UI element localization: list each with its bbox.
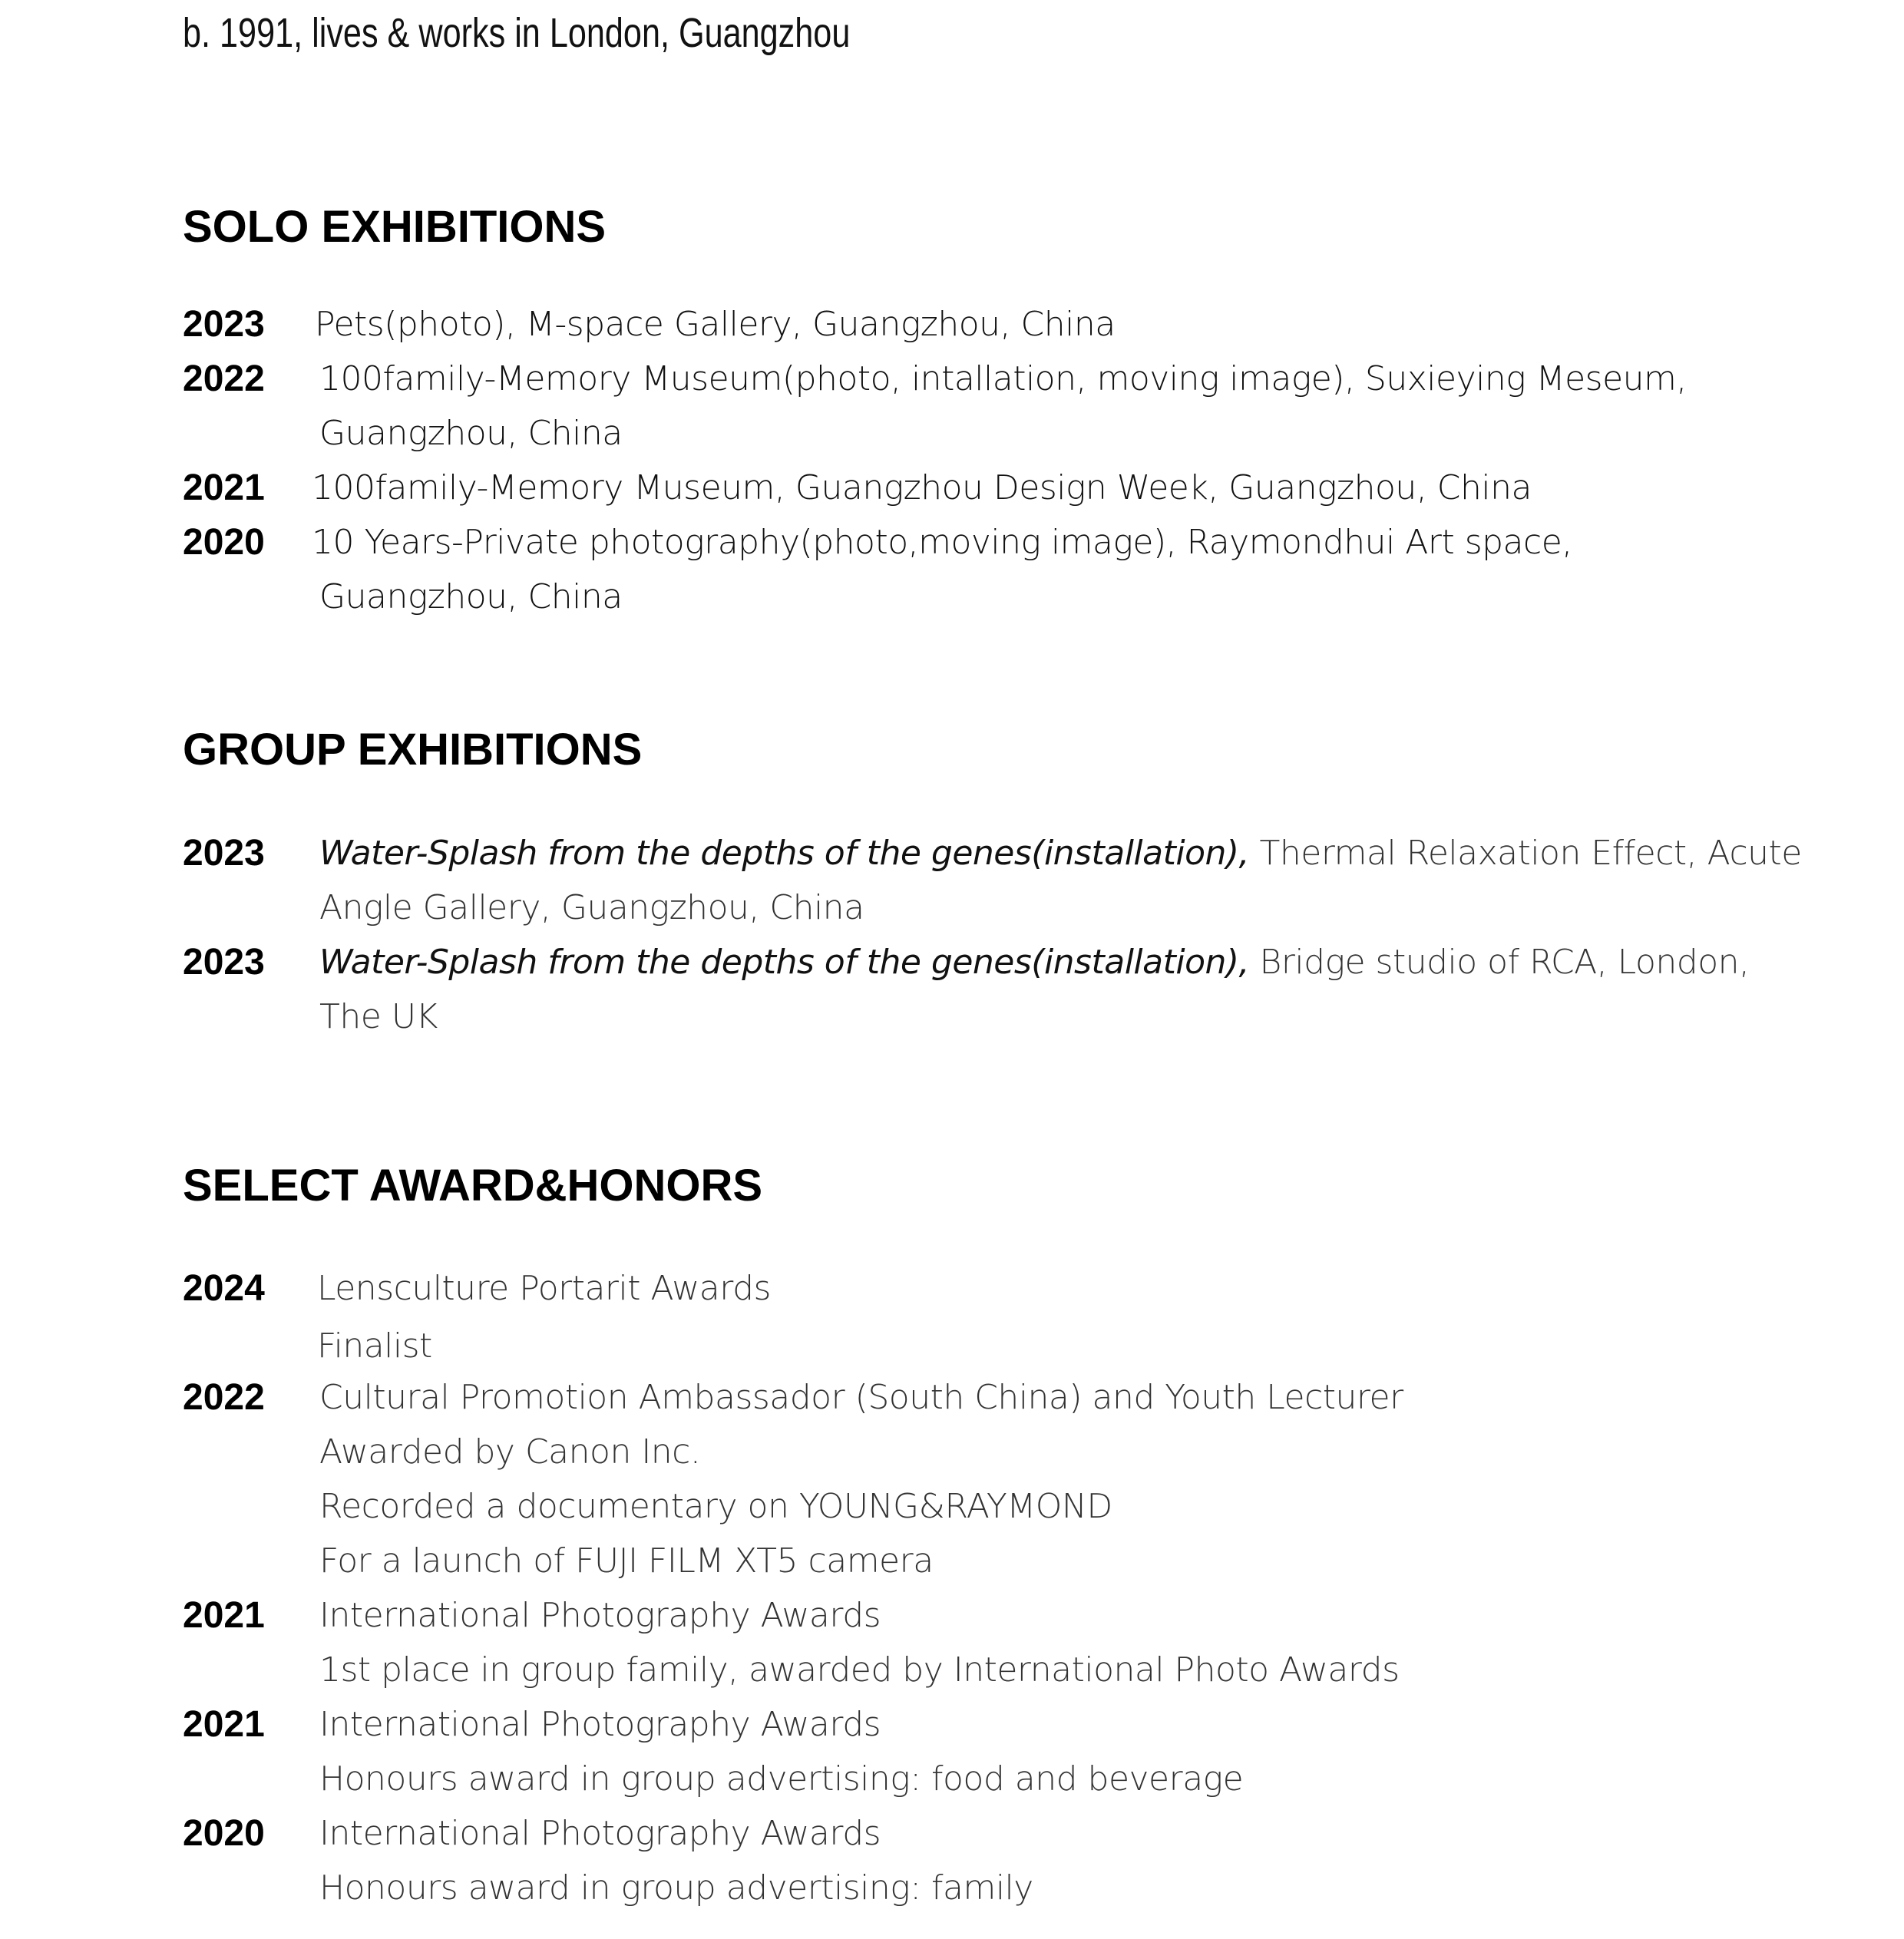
entry-text xyxy=(319,826,1855,880)
entry-text: Finalist xyxy=(317,1326,432,1366)
entry-text: Guangzhou, China xyxy=(319,414,623,453)
entry-text: The UK xyxy=(319,997,438,1036)
entry-year: 2020 xyxy=(183,522,265,563)
entry-text: Recorded a documentary on YOUNG&RAYMOND xyxy=(319,1487,1112,1526)
entry-text xyxy=(319,935,1855,989)
entry-year: 2021 xyxy=(183,1704,265,1745)
entry-year: 2023 xyxy=(183,833,265,874)
entry-year: 2020 xyxy=(183,1813,265,1854)
entry-text: Honours award in group advertising: family xyxy=(319,1868,1033,1908)
entry-text: 100family-Memory Museum(photo, intallation, moving image), Suxieying Meseum, xyxy=(319,359,1687,398)
entry-text: Cultural Promotion Ambassador (South China) and Youth Lecturer xyxy=(319,1378,1403,1417)
entry-text: Angle Gallery, Guangzhou, China xyxy=(319,888,864,927)
work-title: Water-Splash from the depths of the genes(installation), xyxy=(319,943,1250,982)
solo-exhibitions-heading: SOLO EXHIBITIONS xyxy=(183,202,607,252)
awards-heading: SELECT AWARD&HONORS xyxy=(183,1161,763,1211)
entry-text: Honours award in group advertising: food and beverage xyxy=(319,1759,1244,1799)
entry-text: 1st place in group family, awarded by International Photo Awards xyxy=(319,1650,1400,1690)
entry-year: 2021 xyxy=(183,467,265,508)
venue-text: Thermal Relaxation Effect, Acute xyxy=(1249,834,1802,873)
entry-text: Guangzhou, China xyxy=(319,577,623,616)
entry-text: 10 Years-Private photography(photo,moving image), Raymondhui Art space, xyxy=(312,523,1572,562)
entry-text: International Photography Awards xyxy=(319,1814,881,1853)
entry-text: 100family-Memory Museum, Guangzhou Design Week, Guangzhou, China xyxy=(312,468,1532,507)
entry-year: 2023 xyxy=(183,304,265,345)
entry-text: Pets(photo), M-space Gallery, Guangzhou, China xyxy=(315,305,1116,344)
artist-bio: b. 1991, lives & works in London, Guangzhou xyxy=(183,10,851,56)
entry-text: Lensculture Portarit Awards xyxy=(317,1269,771,1308)
entry-text: International Photography Awards xyxy=(319,1705,881,1744)
entry-text: For a launch of FUJI FILM XT5 camera xyxy=(319,1541,934,1581)
entry-year: 2024 xyxy=(183,1268,265,1309)
venue-text: Bridge studio of RCA, London, xyxy=(1249,943,1750,982)
work-title: Water-Splash from the depths of the genes(installation), xyxy=(319,834,1250,873)
entry-year: 2022 xyxy=(183,1377,265,1418)
entry-year: 2023 xyxy=(183,942,265,983)
entry-year: 2022 xyxy=(183,358,265,399)
entry-year: 2021 xyxy=(183,1595,265,1636)
group-exhibitions-heading: GROUP EXHIBITIONS xyxy=(183,725,643,775)
entry-text: International Photography Awards xyxy=(319,1596,881,1635)
entry-text: Awarded by Canon Inc. xyxy=(319,1432,701,1472)
